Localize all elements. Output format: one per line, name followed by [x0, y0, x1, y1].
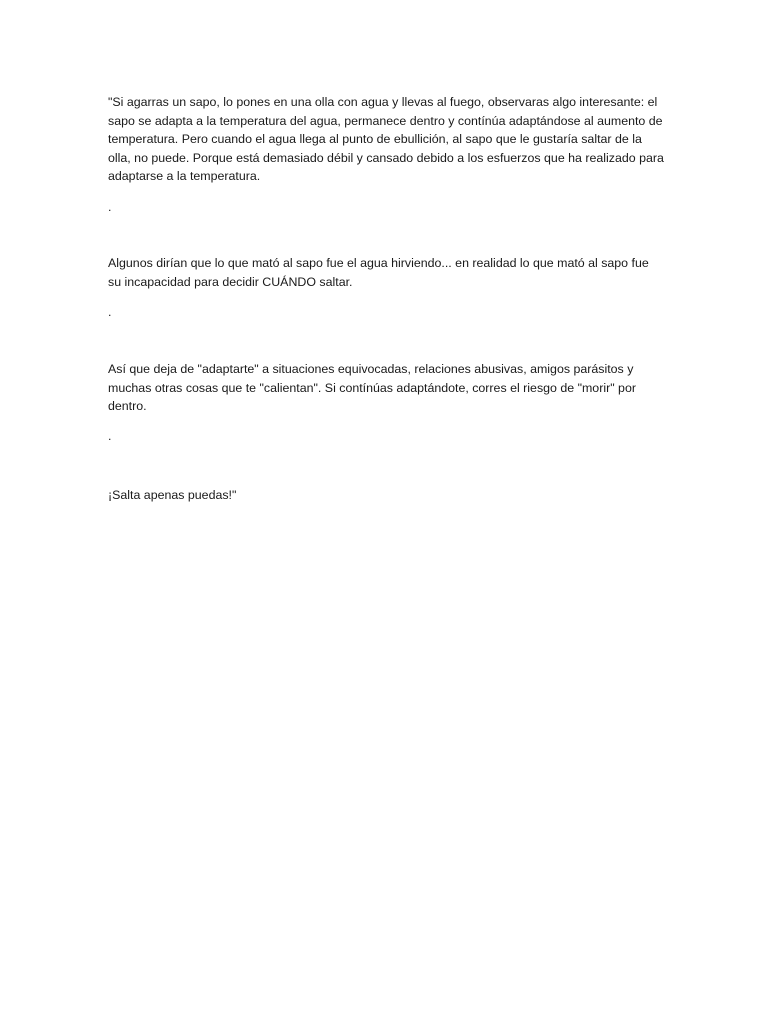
paragraph-what-killed-frog: Algunos dirían que lo que mató al sapo fue el agua hirviendo... en realidad lo que mató al sapo fue su incapacidad para decidir CUÁNDO saltar. — [108, 256, 649, 289]
paragraph-jump: ¡Salta apenas puedas!" — [108, 488, 237, 502]
paragraph-stop-adapting: Así que deja de "adaptarte" a situaciones equivocadas, relaciones abusivas, amigos parásitos y muchas otras cosas que te "calientan". Si contínúas adaptándote, corres el riesgo de "morir" por dentro. — [108, 362, 636, 413]
paragraph-frog-story: "Si agarras un sapo, lo pones en una olla con agua y llevas al fuego, observaras algo interesante: el sapo se adapta a la temperatura del agua, permanece dentro y contínúa adaptándose al aumento de temperatura. Pero cuando el agua llega al punto de ebullición, al sapo que le gustaría saltar de la olla, no puede. Porque está demasiado débil y cansado debido a los esfuerzos que ha realizado para adaptarse a la temperatura. — [108, 95, 664, 183]
separator-dot: . — [108, 305, 112, 319]
separator-dot: . — [108, 429, 112, 443]
separator-dot: . — [108, 200, 112, 214]
